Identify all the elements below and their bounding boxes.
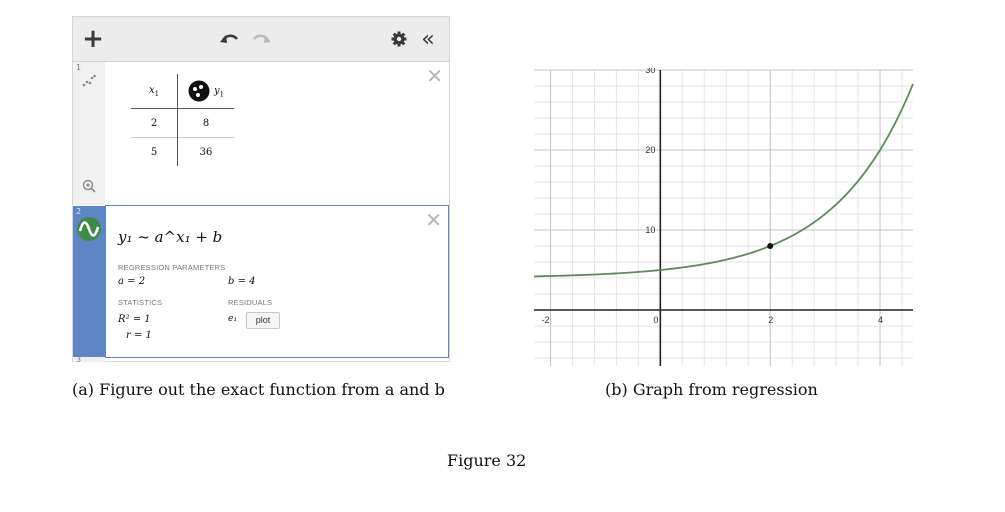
x-tick-label: 2: [768, 315, 774, 325]
residuals-label: RESIDUALS: [228, 298, 273, 307]
collapse-panel-button[interactable]: «: [421, 26, 435, 52]
regression-icon[interactable]: [76, 216, 102, 242]
header-y-text: y: [213, 85, 220, 97]
regression-parameters-label: REGRESSION PARAMETERS: [118, 263, 226, 272]
row-number: 3: [76, 355, 82, 364]
r-squared-value: R² = 1: [118, 314, 151, 325]
table-cell-y[interactable]: 8: [202, 117, 210, 129]
x-tick-label: 0: [653, 315, 659, 325]
item-2-gutter: [73, 206, 105, 357]
row-number: 2: [76, 207, 82, 216]
calculator-toolbar: [73, 17, 449, 62]
regression-curve: [534, 84, 913, 276]
regression-graph[interactable]: [520, 68, 915, 368]
item-1-gutter: [73, 62, 105, 205]
header-x-subscript: 1: [154, 89, 160, 98]
table-cell-x[interactable]: 5: [131, 138, 178, 167]
delete-table-button[interactable]: ✕: [426, 64, 443, 88]
undo-icon: [219, 32, 239, 46]
residual-variable: e₁: [228, 314, 237, 324]
delete-regression-button[interactable]: ✕: [425, 208, 442, 232]
data-point: [767, 243, 773, 249]
parameter-b: b = 4: [228, 276, 256, 287]
point-style-icon[interactable]: [188, 80, 210, 102]
y-tick-label: 30: [645, 68, 656, 75]
header-y-subscript: 1: [219, 90, 225, 99]
column-header-y[interactable]: [178, 74, 235, 109]
scatter-table-icon: [82, 74, 96, 88]
redo-button[interactable]: [251, 27, 273, 51]
table-item[interactable]: [105, 62, 449, 205]
item-3-gutter: [73, 357, 105, 362]
regression-formula[interactable]: y₁ ~ a^x₁ + b: [118, 228, 223, 246]
table-cell-y[interactable]: 36: [178, 138, 235, 167]
gear-icon: [391, 31, 407, 47]
x-tick-label: -2: [541, 315, 550, 325]
table-cell-x[interactable]: 2: [131, 109, 178, 138]
r-value: r = 1: [126, 330, 152, 341]
regression-item[interactable]: [105, 205, 449, 358]
header-x-text: x: [148, 84, 155, 96]
caption-b: (b) Graph from regression: [605, 380, 818, 399]
undo-button[interactable]: [218, 27, 240, 51]
calculator-panel: [72, 16, 450, 362]
table-row: [131, 109, 234, 138]
x-tick-label: 4: [878, 315, 884, 325]
figure-title: Figure 32: [447, 451, 527, 470]
statistics-label: STATISTICS: [118, 298, 163, 307]
table-row: [131, 138, 234, 167]
zoom-fit-icon[interactable]: [82, 179, 96, 193]
column-header-x[interactable]: [131, 74, 178, 109]
settings-button[interactable]: [388, 27, 410, 51]
caption-a: (a) Figure out the exact function from a and b: [72, 380, 445, 399]
redo-icon: [252, 32, 272, 46]
plot-residuals-button[interactable]: plot: [246, 312, 280, 329]
add-item-button[interactable]: +: [82, 24, 104, 54]
data-table: [131, 74, 234, 166]
parameter-a: a = 2: [118, 276, 146, 287]
y-tick-label: 10: [645, 225, 656, 235]
row-number: 1: [76, 63, 82, 72]
y-tick-label: 20: [645, 145, 656, 155]
